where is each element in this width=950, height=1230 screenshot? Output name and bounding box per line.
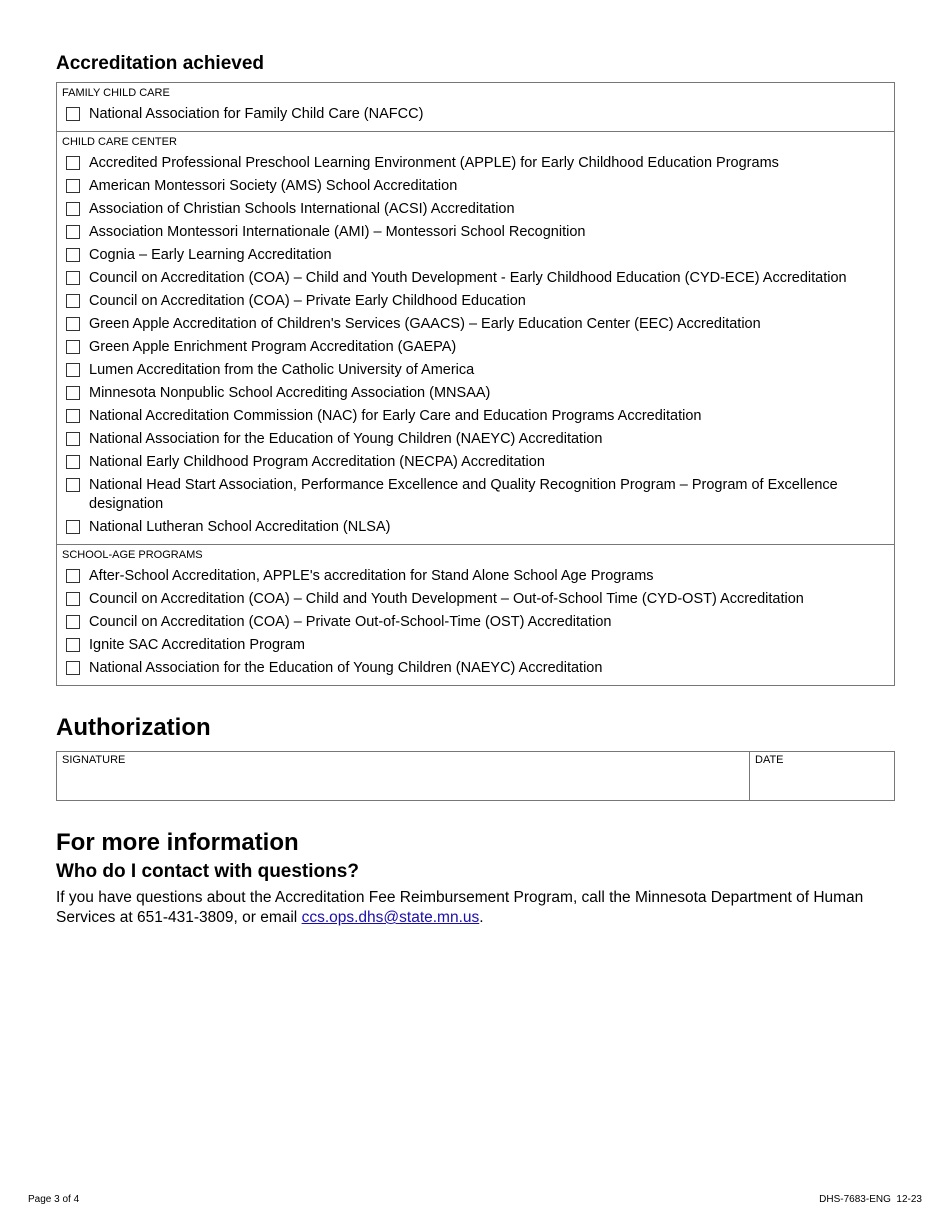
option-label: Council on Accreditation (COA) – Private Early Childhood Education	[89, 293, 526, 309]
checkbox[interactable]	[66, 225, 80, 239]
signature-field[interactable]	[57, 752, 750, 800]
accreditation-option[interactable]	[62, 244, 889, 267]
accreditation-option[interactable]	[62, 152, 889, 175]
option-label: Council on Accreditation (COA) – Child and Youth Development – Out-of-School Time (CYD-OST) Accreditation	[89, 591, 804, 607]
contact-paragraph	[56, 888, 895, 928]
option-label: Lumen Accreditation from the Catholic University of America	[89, 362, 475, 378]
email-link[interactable]: ccs.ops.dhs@state.mn.us	[301, 909, 480, 926]
more-info-heading: For more information	[56, 829, 299, 856]
accreditation-group	[57, 131, 894, 544]
checkbox[interactable]	[66, 363, 80, 377]
option-label: Association of Christian Schools International (ACSI) Accreditation	[89, 201, 515, 217]
accreditation-option[interactable]	[62, 588, 889, 611]
option-label: Accredited Professional Preschool Learning Environment (APPLE) for Early Childhood Education Programs	[89, 155, 779, 171]
checkbox[interactable]	[66, 156, 80, 170]
checkbox[interactable]	[66, 340, 80, 354]
group-label: FAMILY CHILD CARE	[62, 87, 170, 99]
checkbox[interactable]	[66, 661, 80, 675]
accreditation-option[interactable]	[62, 405, 889, 428]
form-page	[56, 52, 895, 928]
accreditation-option[interactable]	[62, 657, 889, 680]
accreditation-option[interactable]	[62, 382, 889, 405]
authorization-heading: Authorization	[56, 714, 211, 741]
accreditation-option[interactable]	[62, 359, 889, 382]
date-field[interactable]	[750, 752, 894, 800]
accreditation-group	[57, 83, 894, 131]
option-label: Council on Accreditation (COA) – Child and Youth Development - Early Childhood Education (CYD-ECE) Accreditation	[89, 270, 847, 286]
checkbox[interactable]	[66, 107, 80, 121]
signature-label: SIGNATURE	[62, 754, 126, 766]
option-label: Green Apple Enrichment Program Accreditation (GAEPA)	[89, 339, 457, 355]
checkbox[interactable]	[66, 248, 80, 262]
authorization-fields	[56, 751, 895, 801]
group-label: SCHOOL-AGE PROGRAMS	[62, 549, 203, 561]
form-id: DHS-7683-ENG 12-23	[819, 1194, 922, 1205]
option-label: National Association for Family Child Care (NAFCC)	[89, 106, 424, 122]
checkbox[interactable]	[66, 592, 80, 606]
checkbox[interactable]	[66, 455, 80, 469]
contact-text: If you have questions about the Accreditation Fee Reimbursement Program, call the Minnesota Department of Human Services at 651-431-3809, or email	[56, 889, 864, 926]
checkbox[interactable]	[66, 638, 80, 652]
accreditation-option[interactable]	[62, 516, 889, 539]
option-label: National Lutheran School Accreditation (NLSA)	[89, 519, 391, 535]
option-label: National Early Childhood Program Accreditation (NECPA) Accreditation	[89, 454, 545, 470]
checkbox[interactable]	[66, 179, 80, 193]
accreditation-option[interactable]	[62, 611, 889, 634]
checkbox[interactable]	[66, 294, 80, 308]
option-label: American Montessori Society (AMS) School Accreditation	[89, 178, 458, 194]
group-label: CHILD CARE CENTER	[62, 136, 177, 148]
accreditation-option[interactable]	[62, 336, 889, 359]
checkbox[interactable]	[66, 202, 80, 216]
accreditation-option[interactable]	[62, 565, 889, 588]
option-label: Cognia – Early Learning Accreditation	[89, 247, 332, 263]
option-label: National Association for the Education of Young Children (NAEYC) Accreditation	[89, 660, 603, 676]
date-label: DATE	[755, 754, 784, 766]
option-label: Green Apple Accreditation of Children's Services (GAACS) – Early Education Center (EEC) Accreditation	[89, 316, 761, 332]
accreditation-option[interactable]	[62, 267, 889, 290]
option-label: Association Montessori Internationale (AMI) – Montessori School Recognition	[89, 224, 586, 240]
accreditation-option[interactable]	[62, 634, 889, 657]
accreditation-option[interactable]	[62, 198, 889, 221]
option-label: National Head Start Association, Performance Excellence and Quality Recognition Program – Program of Excellence designation	[89, 477, 838, 512]
accreditation-option[interactable]	[62, 313, 889, 336]
checkbox[interactable]	[66, 569, 80, 583]
checkbox[interactable]	[66, 615, 80, 629]
contact-subheading: Who do I contact with questions?	[56, 861, 359, 882]
option-label: After-School Accreditation, APPLE's accreditation for Stand Alone School Age Programs	[89, 568, 654, 584]
checkbox[interactable]	[66, 432, 80, 446]
accreditation-option[interactable]	[62, 474, 889, 516]
accreditation-option[interactable]	[62, 290, 889, 313]
checkbox[interactable]	[66, 478, 80, 492]
page-number: Page 3 of 4	[28, 1194, 80, 1205]
option-label: Minnesota Nonpublic School Accrediting Association (MNSAA)	[89, 385, 491, 401]
option-label: Ignite SAC Accreditation Program	[89, 637, 305, 653]
accreditation-option[interactable]	[62, 221, 889, 244]
accreditation-heading: Accreditation achieved	[56, 53, 265, 74]
accreditation-option[interactable]	[62, 175, 889, 198]
checkbox[interactable]	[66, 409, 80, 423]
accreditation-box	[56, 82, 895, 686]
checkbox[interactable]	[66, 271, 80, 285]
accreditation-option[interactable]	[62, 451, 889, 474]
option-label: Council on Accreditation (COA) – Private Out-of-School-Time (OST) Accreditation	[89, 614, 612, 630]
option-label: National Association for the Education of Young Children (NAEYC) Accreditation	[89, 431, 603, 447]
option-label: National Accreditation Commission (NAC) for Early Care and Education Programs Accreditation	[89, 408, 702, 424]
accreditation-option[interactable]	[62, 103, 889, 126]
accreditation-option[interactable]	[62, 428, 889, 451]
checkbox[interactable]	[66, 317, 80, 331]
contact-text-end: .	[479, 909, 484, 926]
accreditation-group	[57, 544, 894, 685]
checkbox[interactable]	[66, 520, 80, 534]
checkbox[interactable]	[66, 386, 80, 400]
